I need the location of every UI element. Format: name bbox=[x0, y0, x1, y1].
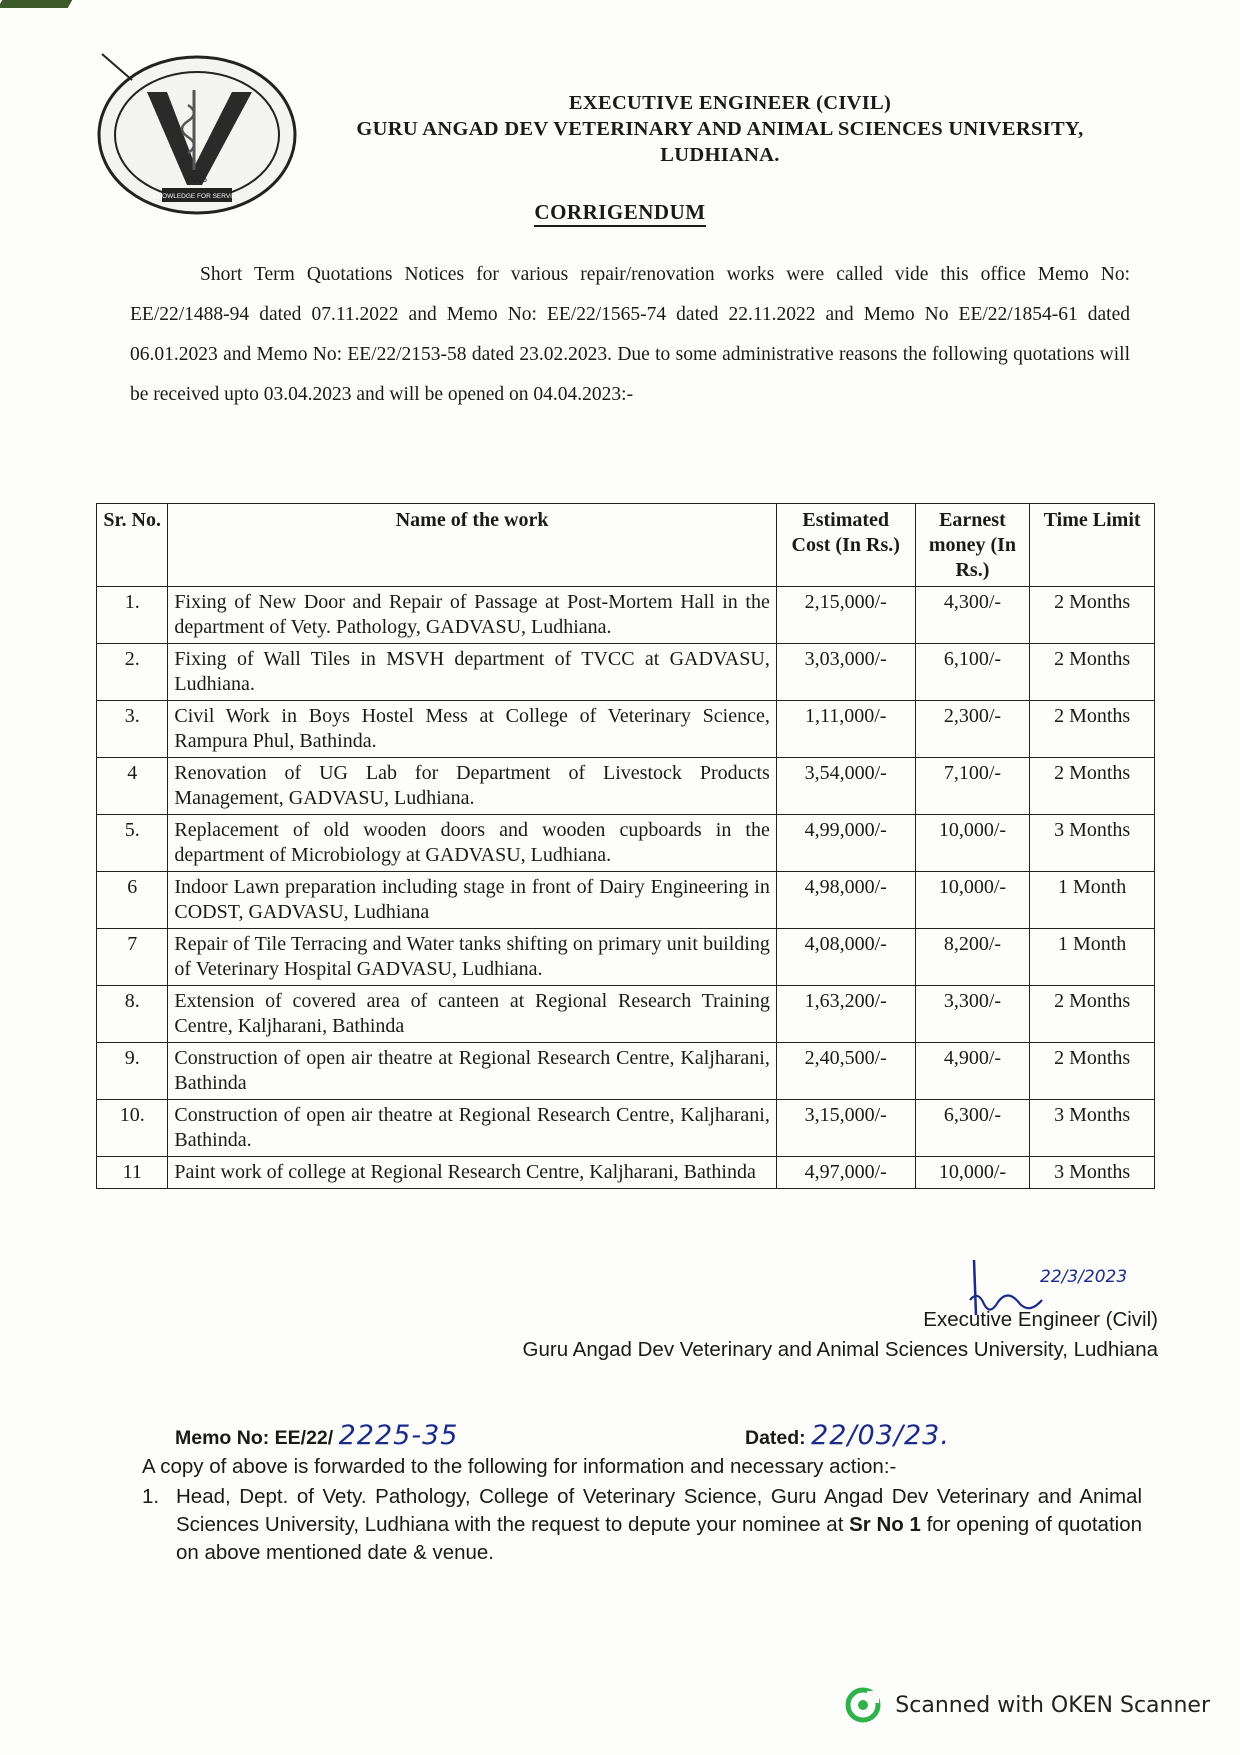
cell-time: 3 Months bbox=[1030, 815, 1155, 872]
copy-item-emphasis: Sr No 1 bbox=[849, 1513, 921, 1536]
signatory-designation: Executive Engineer (Civil) bbox=[923, 1308, 1158, 1331]
memo-date-value: 22/03/23. bbox=[811, 1420, 950, 1451]
copy-intro: A copy of above is forwarded to the following for information and necessary action:- bbox=[142, 1455, 897, 1478]
copy-item-text bbox=[176, 1483, 1142, 1567]
logo-motto: KNOWLEDGE FOR SERVICE bbox=[152, 193, 242, 200]
signatory-block bbox=[523, 1305, 1158, 1365]
cell-earnest: 8,200/- bbox=[915, 929, 1030, 986]
cell-cost: 4,98,000/- bbox=[776, 872, 915, 929]
cell-name: Construction of open air theatre at Regional Research Centre, Kaljharani, Bathinda bbox=[168, 1043, 776, 1100]
memo-label: Memo No: EE/22/ bbox=[175, 1427, 334, 1449]
cell-sr: 8. bbox=[97, 986, 168, 1043]
cell-time: 2 Months bbox=[1030, 701, 1155, 758]
header-sr: Sr. No. bbox=[97, 504, 168, 587]
cell-name: Paint work of college at Regional Research Centre, Kaljharani, Bathinda bbox=[168, 1157, 776, 1189]
cell-sr: 6 bbox=[97, 872, 168, 929]
intro-text: Short Term Quotations Notices for various repair/renovation works were called vide this office Memo No: EE/22/1488-94 dated 07.11.2022 and Memo No: EE/22/1565-74 dated 22.11.2022 and Memo No EE/22/1854-61 dated 06.01.2023 and Memo No: EE/22/2153-58 dated 23.02.2023. Due to some administrative reasons the following quotations will be received upto 03.04.2023 and will be opened on 04.04.2023:- bbox=[130, 264, 1130, 405]
cell-name: Civil Work in Boys Hostel Mess at College of Veterinary Science, Rampura Phul, Bathinda. bbox=[168, 701, 776, 758]
works-table bbox=[96, 503, 1155, 1189]
cell-cost: 1,63,200/- bbox=[776, 986, 915, 1043]
table-row bbox=[97, 587, 1155, 644]
cell-earnest: 10,000/- bbox=[915, 1157, 1030, 1189]
header-line-2: GURU ANGAD DEV VETERINARY AND ANIMAL SCIENCES UNIVERSITY, bbox=[356, 118, 1084, 140]
cell-name: Repair of Tile Terracing and Water tanks shifting on primary unit building of Veterinary Hospital GADVASU, Ludhiana. bbox=[168, 929, 776, 986]
cell-name: Replacement of old wooden doors and wooden cupboards in the department of Microbiology at GADVASU, Ludhiana. bbox=[168, 815, 776, 872]
cell-sr: 4 bbox=[97, 758, 168, 815]
cell-cost: 4,97,000/- bbox=[776, 1157, 915, 1189]
memo-date-group bbox=[745, 1420, 950, 1451]
intro-paragraph bbox=[130, 255, 1130, 415]
cell-time: 1 Month bbox=[1030, 929, 1155, 986]
cell-name: Construction of open air theatre at Regional Research Centre, Kaljharani, Bathinda. bbox=[168, 1100, 776, 1157]
university-logo-icon bbox=[92, 50, 302, 220]
table-row bbox=[97, 815, 1155, 872]
office-header bbox=[300, 90, 1140, 168]
copy-forwarding bbox=[142, 1453, 1142, 1567]
cell-time: 2 Months bbox=[1030, 644, 1155, 701]
table-row bbox=[97, 701, 1155, 758]
cell-cost: 4,99,000/- bbox=[776, 815, 915, 872]
cell-earnest: 6,300/- bbox=[915, 1100, 1030, 1157]
cell-name: Renovation of UG Lab for Department of Livestock Products Management, GADVASU, Ludhiana. bbox=[168, 758, 776, 815]
cell-sr: 2. bbox=[97, 644, 168, 701]
scanner-label: Scanned with OKEN Scanner bbox=[895, 1692, 1210, 1718]
signature-date: 22/3/2023 bbox=[1040, 1267, 1128, 1287]
memo-line bbox=[175, 1420, 995, 1451]
cell-cost: 3,15,000/- bbox=[776, 1100, 915, 1157]
header-line-3: LUDHIANA. bbox=[660, 144, 780, 166]
table-header-row bbox=[97, 504, 1155, 587]
table-row bbox=[97, 1157, 1155, 1189]
cell-name: Extension of covered area of canteen at Regional Research Training Centre, Kaljharani, Bathinda bbox=[168, 986, 776, 1043]
cell-sr: 9. bbox=[97, 1043, 168, 1100]
copy-item-text-start: Head, Dept. of Vety. Pathology, College of Veterinary Science, Guru Angad Dev Veterinary and Animal Sciences University, Ludhiana with the request to depute your nominee at bbox=[176, 1485, 1142, 1536]
table-row bbox=[97, 929, 1155, 986]
cell-name: Indoor Lawn preparation including stage in front of Dairy Engineering in CODST, GADVASU, Ludhiana bbox=[168, 872, 776, 929]
memo-number: 2225-35 bbox=[338, 1420, 459, 1451]
page-edge-mark bbox=[0, 0, 72, 8]
title-text: CORRIGENDUM bbox=[534, 200, 705, 227]
header-name: Name of the work bbox=[168, 504, 776, 587]
copy-item bbox=[142, 1483, 1142, 1567]
table-row bbox=[97, 644, 1155, 701]
cell-sr: 5. bbox=[97, 815, 168, 872]
copy-item-text-end: for opening of quotation on above mentioned date & venue. bbox=[176, 1513, 1143, 1564]
cell-time: 1 Month bbox=[1030, 872, 1155, 929]
cell-cost: 1,11,000/- bbox=[776, 701, 915, 758]
cell-sr: 10. bbox=[97, 1100, 168, 1157]
header-line-1: EXECUTIVE ENGINEER (CIVIL) bbox=[568, 92, 892, 114]
cell-name: Fixing of Wall Tiles in MSVH department of TVCC at GADVASU, Ludhiana. bbox=[168, 644, 776, 701]
table-row bbox=[97, 872, 1155, 929]
header-earnest: Earnest money (In Rs.) bbox=[915, 504, 1030, 587]
cell-sr: 7 bbox=[97, 929, 168, 986]
cell-cost: 3,03,000/- bbox=[776, 644, 915, 701]
cell-sr: 3. bbox=[97, 701, 168, 758]
cell-time: 2 Months bbox=[1030, 587, 1155, 644]
cell-sr: 1. bbox=[97, 587, 168, 644]
cell-earnest: 4,900/- bbox=[915, 1043, 1030, 1100]
cell-cost: 2,40,500/- bbox=[776, 1043, 915, 1100]
cell-earnest: 10,000/- bbox=[915, 872, 1030, 929]
cell-time: 2 Months bbox=[1030, 758, 1155, 815]
memo-date-label: Dated: bbox=[745, 1427, 806, 1449]
cell-earnest: 4,300/- bbox=[915, 587, 1030, 644]
signatory-organization: Guru Angad Dev Veterinary and Animal Sciences University, Ludhiana bbox=[522, 1338, 1158, 1361]
table-row bbox=[97, 758, 1155, 815]
cell-earnest: 10,000/- bbox=[915, 815, 1030, 872]
table-row bbox=[97, 986, 1155, 1043]
logo-year: 2005 bbox=[186, 174, 208, 184]
cell-time: 3 Months bbox=[1030, 1157, 1155, 1189]
table-row bbox=[97, 1100, 1155, 1157]
cell-earnest: 7,100/- bbox=[915, 758, 1030, 815]
cell-earnest: 2,300/- bbox=[915, 701, 1030, 758]
cell-time: 3 Months bbox=[1030, 1100, 1155, 1157]
scanner-logo-icon bbox=[845, 1687, 881, 1723]
cell-time: 2 Months bbox=[1030, 1043, 1155, 1100]
cell-time: 2 Months bbox=[1030, 986, 1155, 1043]
document-title bbox=[0, 200, 1240, 225]
scanner-watermark bbox=[845, 1687, 1210, 1723]
cell-cost: 3,54,000/- bbox=[776, 758, 915, 815]
cell-cost: 4,08,000/- bbox=[776, 929, 915, 986]
header-cost: Estimated Cost (In Rs.) bbox=[776, 504, 915, 587]
cell-name: Fixing of New Door and Repair of Passage at Post-Mortem Hall in the department of Vety. Pathology, GADVASU, Ludhiana. bbox=[168, 587, 776, 644]
table-row bbox=[97, 1043, 1155, 1100]
cell-earnest: 3,300/- bbox=[915, 986, 1030, 1043]
copy-item-number: 1. bbox=[142, 1485, 160, 1508]
header-time: Time Limit bbox=[1030, 504, 1155, 587]
cell-sr: 11 bbox=[97, 1157, 168, 1189]
cell-cost: 2,15,000/- bbox=[776, 587, 915, 644]
cell-earnest: 6,100/- bbox=[915, 644, 1030, 701]
